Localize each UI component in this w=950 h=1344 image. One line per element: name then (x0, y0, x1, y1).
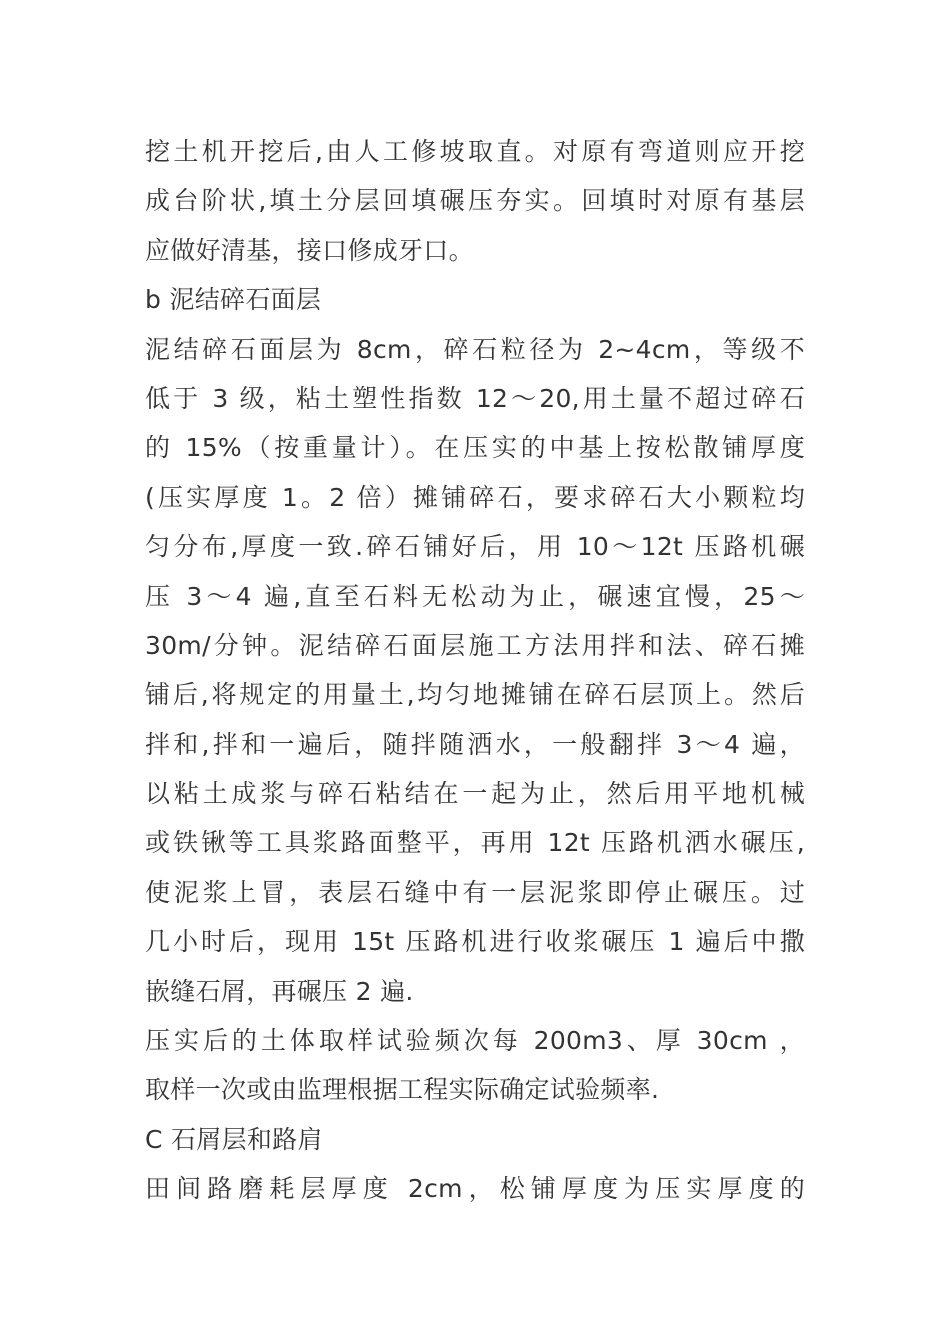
text-line: 的 15%（按重量计）。在压实的中基上按松散铺厚度 (145, 433, 805, 463)
text-line: 几小时后，现用 15t 压路机进行收浆碾压 1 遍后中撒 (145, 927, 805, 957)
text-line: 成台阶状,填土分层回填碾压夯实。回填时对原有基层 (145, 186, 805, 216)
text-line: 拌和,拌和一遍后，随拌随洒水，一般翻拌 3～4 遍， (145, 729, 805, 759)
text-line: 泥结碎石面层为 8cm，碎石粒径为 2~4cm，等级不 (145, 334, 805, 364)
text-line: 应做好清基，接口修成牙口。 (145, 235, 474, 265)
text-line: 或铁锹等工具浆路面整平，再用 12t 压路机洒水碾压, (145, 828, 805, 858)
text-line: 匀分布,厚度一致.碎石铺好后，用 10～12t 压路机碾 (145, 532, 805, 562)
text-line: 铺后,将规定的用量土,均匀地摊铺在碎石层顶上。然后 (145, 680, 805, 710)
text-line: 30m/分钟。泥结碎石面层施工方法用拌和法、碎石摊 (145, 630, 805, 660)
section-heading: b 泥结碎石面层 (145, 285, 322, 315)
body-text (145, 127, 805, 1214)
text-line: 取样一次或由监理根据工程实际确定试验频率. (145, 1075, 660, 1105)
text-line: 挖土机开挖后,由人工修坡取直。对原有弯道则应开挖 (145, 137, 805, 166)
text-line: (压实厚度 1。2 倍）摊铺碎石，要求碎石大小颗粒均 (145, 482, 805, 512)
text-line: 低于 3 级，粘土塑性指数 12～20,用土量不超过碎石 (145, 383, 805, 413)
text-line: 田间路磨耗层厚度 2cm，松铺厚度为压实厚度的 (145, 1174, 805, 1204)
section-heading: C 石屑层和路肩 (145, 1124, 323, 1154)
text-line: 嵌缝石屑，再碾压 2 遍. (145, 976, 414, 1006)
text-line: 压 3～4 遍,直至石料无松动为止，碾速宜慢，25～ (145, 581, 805, 611)
text-line: 压实后的土体取样试验频次每 200m3、厚 30cm ， (145, 1026, 805, 1056)
text-line: 使泥浆上冒，表层石缝中有一层泥浆即停止碾压。过 (145, 877, 805, 907)
text-line: 以粘土成浆与碎石粘结在一起为止，然后用平地机械 (145, 779, 805, 809)
